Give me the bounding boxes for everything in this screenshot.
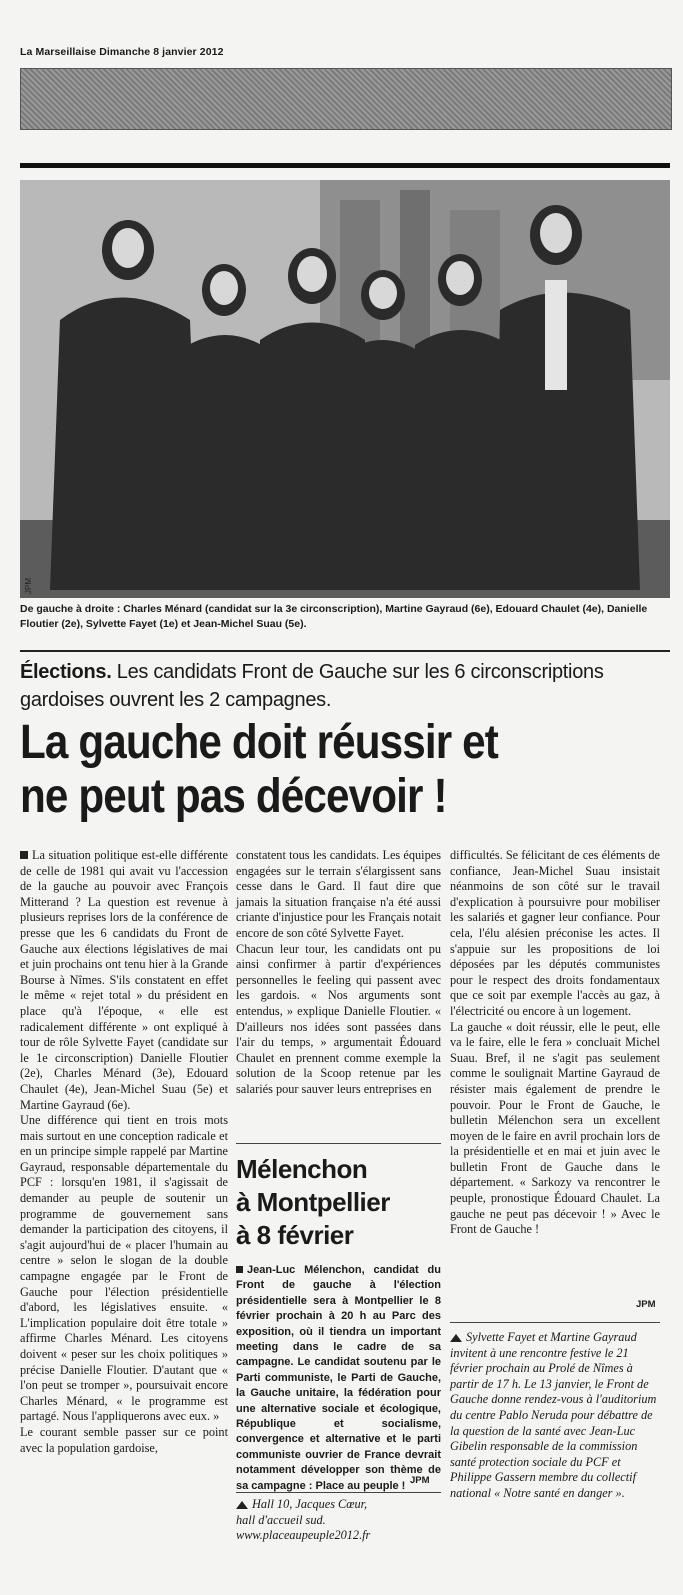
paragraph: Une différence qui tient en trois mots mais surtout en une conception radicale et en un principe simple rappelé par Martine Gayraud, responsable départementale du PCF : lorsqu'en 1981, il s'agissait de demander au peuple de soutenir un programme de gouvernement sans demander la participation des citoyens, il s'agit aujourd'hui de « placer l'humain au centre » selon le slogan de la double campagne engagée par le Front de Gauche pour l'élection présidentielle d'abord, les législatives ensuite. « L'implication populaire doit être totale » affirme Charles Ménard. Les citoyens doivent « peser sur les choix politiques » précise Danielle Floutier. D'autant que « l'on peut se tromper », poursuivait encore Charles Ménard, « le programme est partagé. Nous l'appliquerons avec eux. »: [20, 1113, 228, 1424]
section-rule: [20, 650, 670, 652]
sidebar-signature: JPM: [410, 1475, 430, 1486]
photo-illustration: [20, 180, 670, 598]
sidebar-top-rule: [236, 1143, 441, 1144]
paragraph: Le courant semble passer sur ce point avec la population gardoise,: [20, 1424, 228, 1455]
kicker-text: Les candidats Front de Gauche sur les 6 circonscriptions gardoises ouvrent les 2 campagnes.: [20, 661, 604, 711]
note-line-text: Hall 10, Jacques Cœur,: [252, 1497, 368, 1511]
paragraph: La gauche « doit réussir, elle le peut, elle va le faire, elle le fera » concluait Michel Suau. Bref, il ne s'agit pas seulement comme le soulignait Martine Gayraud de résister mais également de prendre le pouvoir. Pour le Front de Gauche, le bulletin Mélenchon sera un excellent moyen de le faire en avril prochain lors de la présidentielle et en mai et juin avec le bulletin Front de Gauche dans le département. « Sarkozy va rencontrer le peuple, pronostique Édouard Chaulet. La gauche ne peut pas décevoir ! » Avec le Front de Gauche !: [450, 1019, 660, 1237]
triangle-marker-icon: [450, 1334, 462, 1342]
kicker-label: Élections.: [20, 661, 112, 683]
sidebar-body-text: Jean-Luc Mélenchon, candidat du Front de gauche à l'élection présidentielle sera à Montpellier le 8 février prochain à 20 h au Parc des exposition, où il tiendra un important meeting dans le cadre de sa campagne. Le candidat soutenu par le Parti communiste, le Parti de Gauche, la Gauche unitaire, la fédération pour une alternative sociale et écologique, République et socialisme, convergence et alternative et le parti communiste ouvrier de France devrait notamment développer son thème de sa campagne : Place au peuple !: [236, 1264, 441, 1492]
masthead: La Marseillaise Dimanche 8 janvier 2012: [20, 46, 224, 58]
sidebar-title: [236, 1153, 441, 1252]
triangle-marker-icon: [236, 1501, 248, 1509]
bullet-square-icon: [20, 851, 28, 859]
note-line: [236, 1497, 441, 1513]
sidebar-title-line: à 8 février: [236, 1220, 354, 1250]
sidebar-title-line: à Montpellier: [236, 1187, 390, 1217]
bullet-square-icon: [236, 1266, 243, 1273]
sidebar-body: [236, 1263, 441, 1494]
paragraph: [20, 848, 228, 1113]
paragraph-text: La situation politique est-elle différente de celle de 1981 qui avait vu l'accession de la gauche au pouvoir avec François Mitterand ? La question est revenue à plusieurs reprises lors de la conférence de presse que les 6 candidats du Front de Gauche aux élections législatives de mai et juin prochains ont tenu hier à la Grande Bourse à Nîmes. S'ils constatent en effet le même « rejet total » du président en place qu'à l'époque, « elle est radicalement différente » ont expliqué à tour de rôle Sylvette Fayet (candidate sur le 1e circonscription) Danielle Floutier (2e), Charles Ménard (3e), Edouard Chaulet (4e), Jean-Michel Suau (5e) et Martine Gayraud (6e).: [20, 848, 228, 1112]
paragraph: Chacun leur tour, les candidats ont pu ainsi confirmer à partir d'expériences personnelles le feeling qui passent avec les gardois. « Nos arguments sont entendus, » explique Danielle Floutier. « D'ailleurs nos idées sont passées dans l'air du temps, » argumentait Édouard Chaulet en prennent comme exemple la solution de la Scoop retenue par les salariés pour sauver leurs entreprises en: [236, 941, 441, 1096]
events-note-text: Sylvette Fayet et Martine Gayraud invitent à une rencontre festive le 21 février prochain au Prolé de Nîmes à partir de 17 h. Le 13 janvier, le Front de Gauche donne rendez-vous à l'auditorium du centre Pablo Neruda pour débattre de la question de la santé avec Jean-Luc Gibelin responsable de la commission santé protection sociale du PCF et Philippe Gassern membre du collectif national « Notre santé en danger ».: [450, 1330, 657, 1500]
top-grey-band: [20, 68, 672, 130]
group-photo: [20, 180, 670, 598]
article-kicker: [20, 658, 670, 714]
article-column-1: [20, 848, 228, 1456]
article-signature: JPM: [636, 1299, 656, 1310]
article-headline: [20, 716, 592, 824]
sidebar-event-note: [236, 1497, 441, 1544]
article-column-3: [450, 848, 660, 1238]
note-line: www.placeaupeuple2012.fr: [236, 1528, 371, 1543]
headline-line-1: La gauche doit réussir et: [20, 716, 498, 769]
note-line: hall d'accueil sud.: [236, 1512, 326, 1527]
paragraph: constatent tous les candidats. Les équipes engagées sur le terrain s'élargissent sans cesse dans le Gard. Il faut dire que jamais la situation française n'a été aussi criante d'injustice pour les Français notait encore de son côté Sylvette Fayet.: [236, 848, 441, 940]
events-note: [450, 1330, 660, 1502]
article-column-2: [236, 848, 441, 1098]
photo-credit: JPM: [24, 578, 33, 594]
note-top-rule: [450, 1322, 660, 1323]
paragraph: difficultés. Se félicitant de ces éléments de confiance, Jean-Michel Suau insistait néanmoins de son côté sur le travail d'explication à poursuivre pour mobiliser les salariés et gagner leur confiance. Pour cela, l'élu alésien préconise les actes. Il s'appuie sur les propositions de loi déposées par les députés communistes pour le respect des droits fondamentaux que ce soit par exemple l'accès au gaz, à l'électricité ou encore à un logement.: [450, 848, 660, 1018]
headline-line-2: ne peut pas décevoir !: [20, 770, 447, 823]
sidebar-bottom-rule: [236, 1492, 441, 1493]
photo-caption: De gauche à droite : Charles Ménard (candidat sur la 3e circonscription), Martine Gayraud (6e), Edouard Chaulet (4e), Danielle Floutier (2e), Sylvette Fayet (1e) et Jean-Michel Suau (5e).: [20, 603, 648, 630]
top-rule: [20, 163, 670, 168]
sidebar-title-line: Mélenchon: [236, 1154, 368, 1184]
